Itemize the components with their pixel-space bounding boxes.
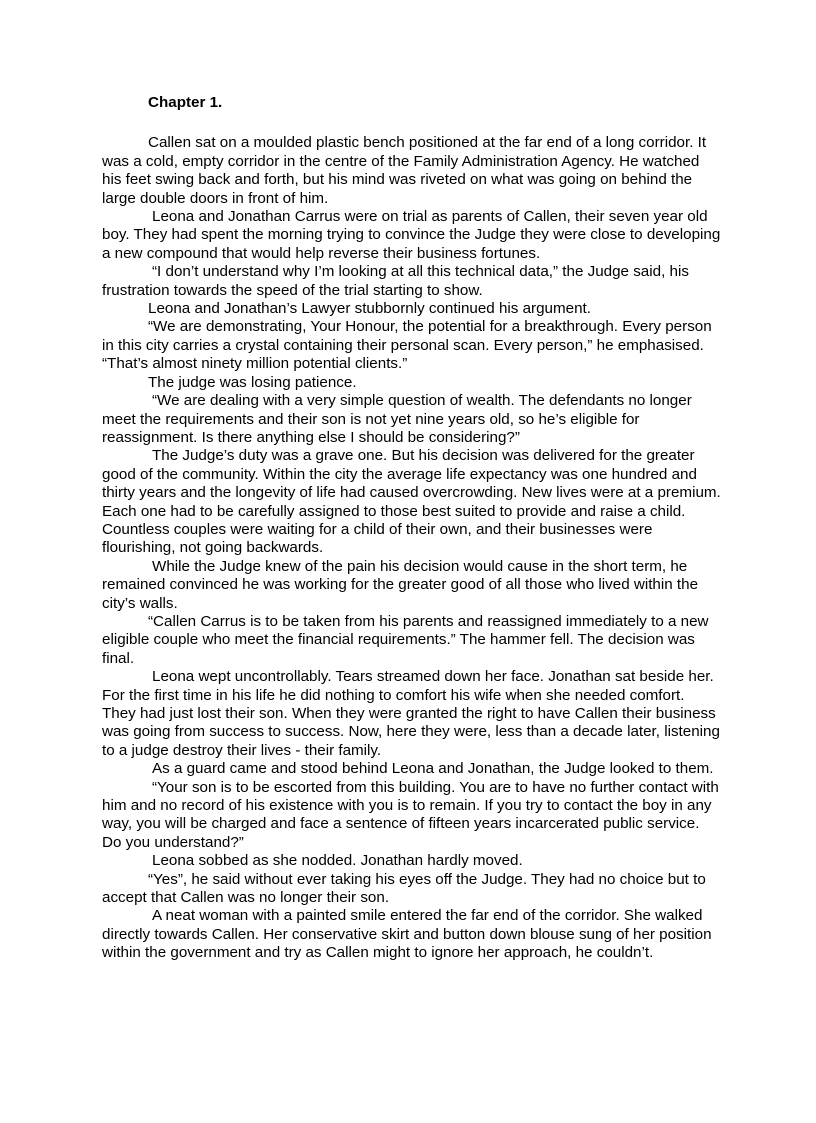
paragraph: Leona wept uncontrollably. Tears streamed down her face. Jonathan sat beside her. For the first time in his life he did nothing to comfort his wife when she needed comfort. They had just lost their son. When they were granted the right to have Callen their business was going from success to success. Now, here they were, less than a decade later, listening to a judge destroy their lives - their family. xyxy=(102,668,720,759)
paragraph: The Judge’s duty was a grave one. But his decision was delivered for the greater good of the community. Within the city the average life expectancy was one hundred and thirty years and the longevity of life had caused overcrowding. New lives were at a premium. Each one had to be carefully assigned to those best suited to provide and raise a child. Countless couples were waiting for a child of their own, and their businesses were flourishing, not going backwards. xyxy=(102,447,721,557)
paragraph: Callen sat on a moulded plastic bench positioned at the far end of a long corridor. It was a cold, empty corridor in the centre of the Family Administration Agency. He watched his feet swing back and forth, but his mind was riveted on what was going on behind the large double doors in front of him. xyxy=(102,134,707,207)
paragraph: “We are dealing with a very simple question of wealth. The defendants no longer meet the requirements and their son is not yet nine years old, so he’s eligible for reassignment. Is there anything else I should be considering?” xyxy=(102,392,692,446)
paragraph: The judge was losing patience. xyxy=(148,373,357,391)
paragraph: “I don’t understand why I’m looking at all this technical data,” the Judge said, his frustration towards the speed of the trial starting to show. xyxy=(102,263,689,299)
document-page xyxy=(102,94,722,963)
paragraph: Leona and Jonathan’s Lawyer stubbornly continued his argument. xyxy=(148,300,591,318)
paragraph: “Callen Carrus is to be taken from his parents and reassigned immediately to a new eligible couple who meet the financial requirements.” The hammer fell. The decision was final. xyxy=(102,612,709,667)
paragraph: While the Judge knew of the pain his decision would cause in the short term, he remained convinced he was working for the greater good of all those who lived within the city’s walls. xyxy=(102,557,699,612)
chapter-heading: Chapter 1. xyxy=(148,94,223,111)
paragraph: Leona and Jonathan Carrus were on trial as parents of Callen, their seven year old boy. They had spent the morning trying to convince the Judge they were close to developing a new compound that would help reverse their business fortunes. xyxy=(102,208,721,262)
paragraph: Leona sobbed as she nodded. Jonathan hardly moved. xyxy=(152,852,523,870)
paragraph: As a guard came and stood behind Leona and Jonathan, the Judge looked to them. xyxy=(152,760,714,778)
paragraph: “Your son is to be escorted from this building. You are to have no further contact with him and no record of his existence with you is to remain. If you try to contact the boy in any way, you will be charged and face a sentence of fifteen years incarcerated public service. Do you understand?” xyxy=(102,778,719,851)
paragraph: A neat woman with a painted smile entered the far end of the corridor. She walked directly towards Callen. Her conservative skirt and button down blouse sung of her position within the government and try as Callen might to ignore her approach, he couldn’t. xyxy=(102,907,712,962)
paragraph: “Yes”, he said without ever taking his eyes off the Judge. They had no choice but to accept that Callen was no longer their son. xyxy=(102,870,706,907)
paragraph: “We are demonstrating, Your Honour, the potential for a breakthrough. Every person in this city carries a crystal containing their personal scan. Every person,” he emphasised. “That’s almost ninety million potential clients.” xyxy=(102,318,712,373)
